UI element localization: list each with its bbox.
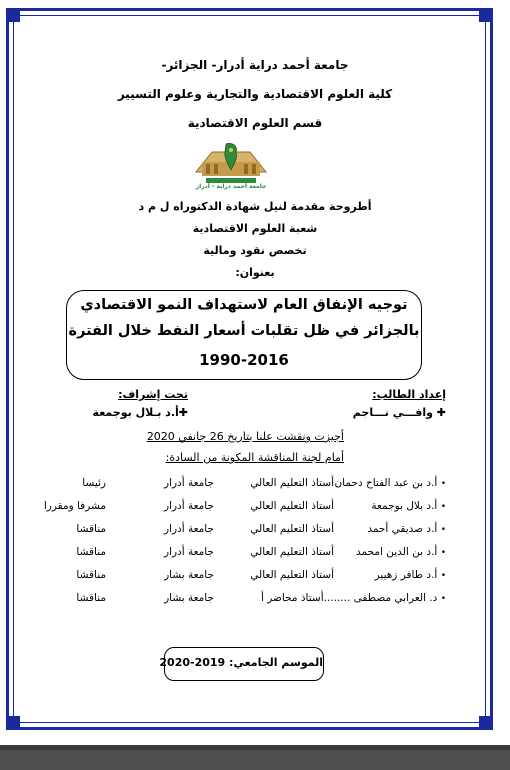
- table-row: • أ.د بن الدين امحمد: [356, 546, 446, 558]
- university-logo: [192, 138, 270, 188]
- thesis-title-line-3: 1990-2016: [199, 351, 289, 369]
- corner-ornament: [6, 716, 20, 730]
- member-rank: أستاذ التعليم العالي: [250, 569, 334, 581]
- defense-date: أجيزت ونقشت علنا بتاريخ 26 جانفي 2020: [146, 430, 344, 443]
- student-label: إعداد الطالب:: [372, 388, 446, 401]
- member-role: مناقشا: [76, 592, 106, 604]
- department-name: قسم العلوم الاقتصادية: [187, 116, 323, 130]
- corner-ornament: [479, 8, 493, 22]
- university-logo-icon: [192, 138, 270, 188]
- student-name: ✚ وافـــي نـــاجم: [352, 406, 446, 419]
- member-name: د. العرابي مصطفى ........أستاذ محاضر أ: [260, 592, 438, 604]
- member-name: أ.د طافر زهيير: [374, 569, 438, 581]
- thesis-type: أطروحة مقدمة لنيل شهادة الدكتوراه ل م د: [138, 200, 372, 213]
- thesis-title-line-2: بالجزائر في ظل تقلبات أسعار النفط خلال الفترة: [68, 323, 420, 339]
- member-rank: أستاذ التعليم العالي: [250, 523, 334, 535]
- thesis-branch: شعبة العلوم الاقتصادية: [192, 222, 318, 235]
- member-rank: أستاذ التعليم العالي: [250, 500, 334, 512]
- table-row: • أ.د بلال بوجمعة: [371, 500, 446, 512]
- member-institution: جامعة أدرار: [164, 500, 214, 512]
- member-role: رئيسا: [82, 477, 106, 489]
- member-role: مناقشا: [76, 569, 106, 581]
- thesis-specialty: تخصص نقود ومالية: [203, 244, 307, 257]
- faculty-name: كلية العلوم الاقتصادية والتجارية وعلوم التسيير: [117, 87, 393, 101]
- student-marker: ✚: [436, 406, 446, 419]
- member-rank: أستاذ التعليم العالي: [250, 546, 334, 558]
- table-row: • أ.د صديقي أحمد: [367, 523, 446, 535]
- thesis-title-line-1: توجيه الإنفاق العام لاستهداف النمو الاقتصادي: [80, 297, 408, 313]
- member-role: مناقشا: [76, 523, 106, 535]
- member-name: أ.د بن الدين امحمد: [356, 546, 438, 558]
- member-institution: جامعة أدرار: [164, 546, 214, 558]
- corner-ornament: [479, 716, 493, 730]
- table-row: • أ.د طافر زهيير: [374, 569, 446, 581]
- supervisor-marker: ✚: [178, 406, 188, 419]
- logo-caption: جامعة أحمد دراية - أدرار: [195, 183, 267, 190]
- table-row: • أ.د بن عبد الفتاح دحمان: [334, 477, 446, 489]
- committee-label: أمام لجنة المناقشة المكونة من السادة:: [165, 451, 344, 464]
- member-name: أ.د صديقي أحمد: [367, 523, 438, 535]
- table-row: • د. العرابي مصطفى ........أستاذ محاضر أ: [260, 592, 446, 604]
- member-institution: جامعة بشار: [164, 592, 214, 604]
- member-institution: جامعة بشار: [164, 569, 214, 581]
- member-role: مناقشا: [76, 546, 106, 558]
- academic-season: الموسم الجامعي: 2019-2020: [164, 647, 324, 681]
- member-rank: أستاذ التعليم العالي: [250, 477, 334, 489]
- supervisor-name: ✚أ.د بـلال بوجمعة: [92, 406, 188, 419]
- viewer-bottom-bar: [0, 745, 510, 770]
- thesis-title-box: [66, 290, 422, 380]
- thesis-title-label: بعنوان:: [235, 266, 275, 279]
- university-name: جامعة أحمد دراية أدرار- الجزائر-: [161, 58, 349, 72]
- member-name: أ.د بلال بوجمعة: [371, 500, 438, 512]
- member-name: أ.د بن عبد الفتاح دحمان: [334, 477, 438, 489]
- member-institution: جامعة أدرار: [164, 523, 214, 535]
- supervisor-label: تحت إشراف:: [118, 388, 188, 401]
- member-institution: جامعة أدرار: [164, 477, 214, 489]
- corner-ornament: [6, 8, 20, 22]
- member-role: مشرفا ومقررا: [43, 500, 106, 512]
